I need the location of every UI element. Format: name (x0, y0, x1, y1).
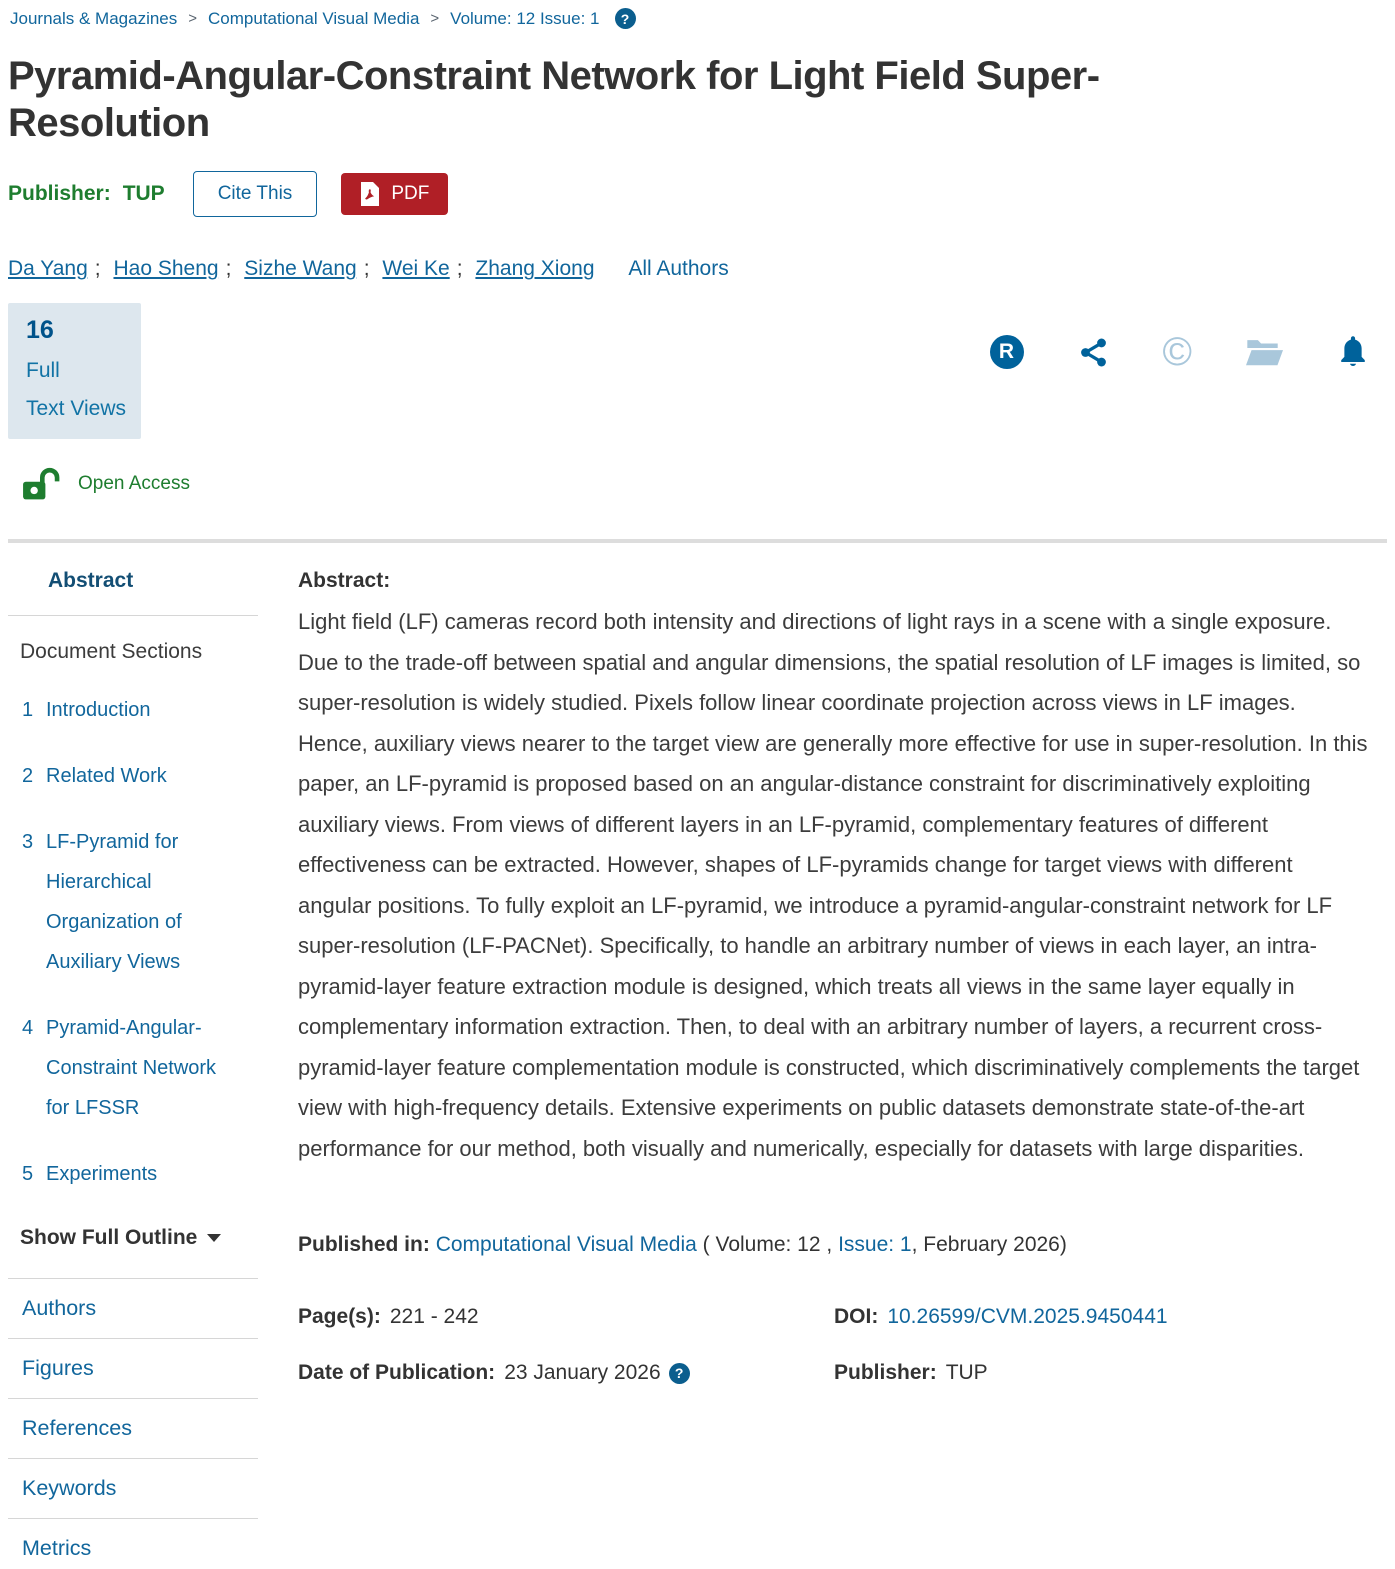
section-number: 4 (22, 1017, 34, 1040)
author-link[interactable]: Sizhe Wang (244, 257, 357, 281)
bell-icon (1337, 335, 1369, 369)
pdf-button-label: PDF (391, 183, 430, 205)
doi-meta (834, 1305, 1370, 1329)
sidebar-item-authors[interactable]: Authors (22, 1296, 97, 1321)
section-label[interactable]: Experiments (46, 1163, 158, 1186)
publication-date-label: Date of Publication: (298, 1361, 496, 1385)
show-full-outline-label: Show Full Outline (20, 1226, 198, 1250)
section-number: 3 (22, 831, 34, 854)
sidebar-item-keywords-row (8, 1458, 258, 1518)
section-label[interactable]: Related Work (46, 765, 167, 788)
copyright-button[interactable] (1162, 330, 1192, 375)
sidebar-section-experiments[interactable] (22, 1154, 262, 1194)
full-text-views-label-line2: Text Views (26, 397, 126, 421)
author-link[interactable]: Da Yang (8, 257, 88, 281)
author-link[interactable]: Zhang Xiong (475, 257, 595, 281)
full-text-views-box (8, 303, 141, 439)
author-link[interactable]: Wei Ke (382, 257, 450, 281)
publisher-value: TUP (122, 182, 165, 206)
sidebar-item-authors-row (8, 1278, 258, 1338)
publisher-header (8, 182, 165, 206)
open-lock-icon (20, 465, 60, 503)
pdf-button[interactable] (341, 173, 448, 215)
author-separator: ; (363, 257, 370, 281)
open-access-label: Open Access (78, 473, 190, 495)
document-sections-label: Document Sections (20, 640, 203, 664)
publisher-actions-row (8, 171, 1395, 217)
sidebar-section-lf-pyramid[interactable] (22, 822, 262, 982)
authors-row (8, 257, 1395, 281)
full-text-views-count: 16 (26, 316, 54, 345)
content-area (0, 543, 1395, 1569)
issue-link[interactable]: Issue: 1 (838, 1233, 912, 1257)
pages-label: Page(s): (298, 1305, 381, 1329)
alerts-button[interactable] (1337, 335, 1369, 369)
publication-date-value: 23 January 2026 (504, 1361, 661, 1385)
abstract-text: Light field (LF) cameras record both intensity and directions of light rays in a scene with a single exposure. Due to the trade-off between spatial and angular dimensions, the spatial resolution of LF images is limited, so super-resolution is widely studied. Pixels follow linear coordinate projection across views in LF images. Hence, auxiliary views nearer to the target view are generally more effective for use in super-resolution. In this paper, an LF-pyramid is proposed based on an angular-distance constraint for discriminatively exploiting auxiliary views. From views of different layers in an LF-pyramid, complementary features of different effectiveness can be extracted. However, shapes of LF-pyramids change for target views with different angular positions. To fully exploit an LF-pyramid, we introduce a pyramid-angular-constraint network for LF super-resolution (LF-PACNet). Specifically, to handle an arbitrary number of views in each layer, an intra-pyramid-layer feature extraction module is designed, which treats all views in the same layer equally in complementary information extraction. Then, to deal with an arbitrary number of layers, a recurrent cross-pyramid-layer feature complementation module is constructed, which discriminatively complements the target view with high-frequency details. Extensive experiments on public datasets demonstrate state-of-the-art performance for our method, both visually and numerically, especially for datasets with large disparities. (298, 609, 1368, 1161)
share-button[interactable] (1078, 337, 1109, 368)
section-label[interactable]: Introduction (46, 699, 151, 722)
stats-row (0, 303, 1395, 439)
cite-this-button[interactable]: Cite This (193, 171, 318, 217)
publisher-meta-label: Publisher: (834, 1361, 937, 1385)
author-separator: ; (456, 257, 463, 281)
section-number: 2 (22, 765, 34, 788)
breadcrumb-journals-link[interactable]: Journals & Magazines (10, 8, 178, 28)
all-authors-link[interactable]: All Authors (628, 257, 729, 281)
author-link[interactable]: Hao Sheng (113, 257, 219, 281)
article-action-icons (990, 330, 1369, 375)
chevron-down-icon (207, 1234, 221, 1242)
published-in-line (298, 1233, 1370, 1257)
sidebar-item-metrics[interactable]: Metrics (22, 1536, 92, 1561)
publisher-label: Publisher: (8, 182, 111, 206)
breadcrumb-volume-link[interactable]: Volume: 12 Issue: 1 (450, 8, 600, 28)
publisher-meta (834, 1361, 1370, 1385)
doi-label: DOI: (834, 1305, 879, 1329)
pages-meta (298, 1305, 834, 1329)
breadcrumb-separator: > (430, 10, 440, 27)
publication-date-meta (298, 1361, 834, 1385)
abstract-heading: Abstract: (298, 569, 391, 593)
section-number: 1 (22, 699, 34, 722)
breadcrumb (0, 0, 1395, 29)
sidebar-links (0, 1278, 262, 1569)
sidebar-divider (8, 615, 258, 616)
section-number: 5 (22, 1163, 34, 1186)
breadcrumb-journal-link[interactable]: Computational Visual Media (208, 8, 420, 28)
folder-open-icon (1246, 337, 1283, 367)
article-metadata (298, 1305, 1370, 1385)
section-label[interactable]: Pyramid-Angular-Constraint Network for LFSSR (46, 1017, 217, 1120)
published-in-date-text: , February 2026) (911, 1233, 1067, 1257)
sidebar-item-references-row (8, 1398, 258, 1458)
sidebar-item-keywords[interactable]: Keywords (22, 1476, 117, 1501)
sidebar-item-abstract[interactable]: Abstract (48, 569, 134, 593)
author-separator: ; (225, 257, 232, 281)
rights-button[interactable] (990, 335, 1024, 369)
sidebar-item-metrics-row (8, 1518, 258, 1569)
publisher-meta-value: TUP (945, 1361, 988, 1385)
help-icon[interactable]: ? (669, 1363, 690, 1384)
pdf-icon (360, 182, 380, 206)
document-sidebar (0, 543, 262, 1569)
help-icon[interactable]: ? (615, 8, 636, 29)
sidebar-item-figures-row (8, 1338, 258, 1398)
section-label[interactable]: LF-Pyramid for Hierarchical Organization of Auxiliary Views (46, 831, 182, 974)
sidebar-section-related-work[interactable] (22, 756, 262, 796)
doi-link[interactable]: 10.26599/CVM.2025.9450441 (887, 1305, 1168, 1329)
published-in-label: Published in: (298, 1233, 430, 1257)
share-icon (1078, 337, 1109, 368)
show-full-outline-button[interactable] (20, 1226, 221, 1250)
journal-link[interactable]: Computational Visual Media (435, 1233, 697, 1257)
article-main (262, 543, 1395, 1385)
page-title: Pyramid-Angular-Constraint Network for Light Field Super-Resolution (8, 54, 1100, 146)
sidebar-item-references[interactable]: References (22, 1416, 132, 1441)
full-text-views-label-line1: Full (26, 359, 60, 383)
sidebar-section-pac-network[interactable] (22, 1008, 262, 1128)
copyright-icon: © (1162, 330, 1192, 375)
published-in-volume-text: ( Volume: 12 , (702, 1233, 833, 1257)
breadcrumb-separator: > (188, 10, 198, 27)
sidebar-section-introduction[interactable] (22, 690, 262, 730)
open-access-row (20, 465, 1395, 503)
sidebar-item-figures[interactable]: Figures (22, 1356, 94, 1381)
author-separator: ; (94, 257, 101, 281)
pages-value: 221 - 242 (389, 1305, 479, 1329)
save-to-project-button[interactable] (1246, 337, 1283, 367)
document-sections-list (0, 690, 262, 1194)
rights-r-icon: R (990, 335, 1024, 369)
